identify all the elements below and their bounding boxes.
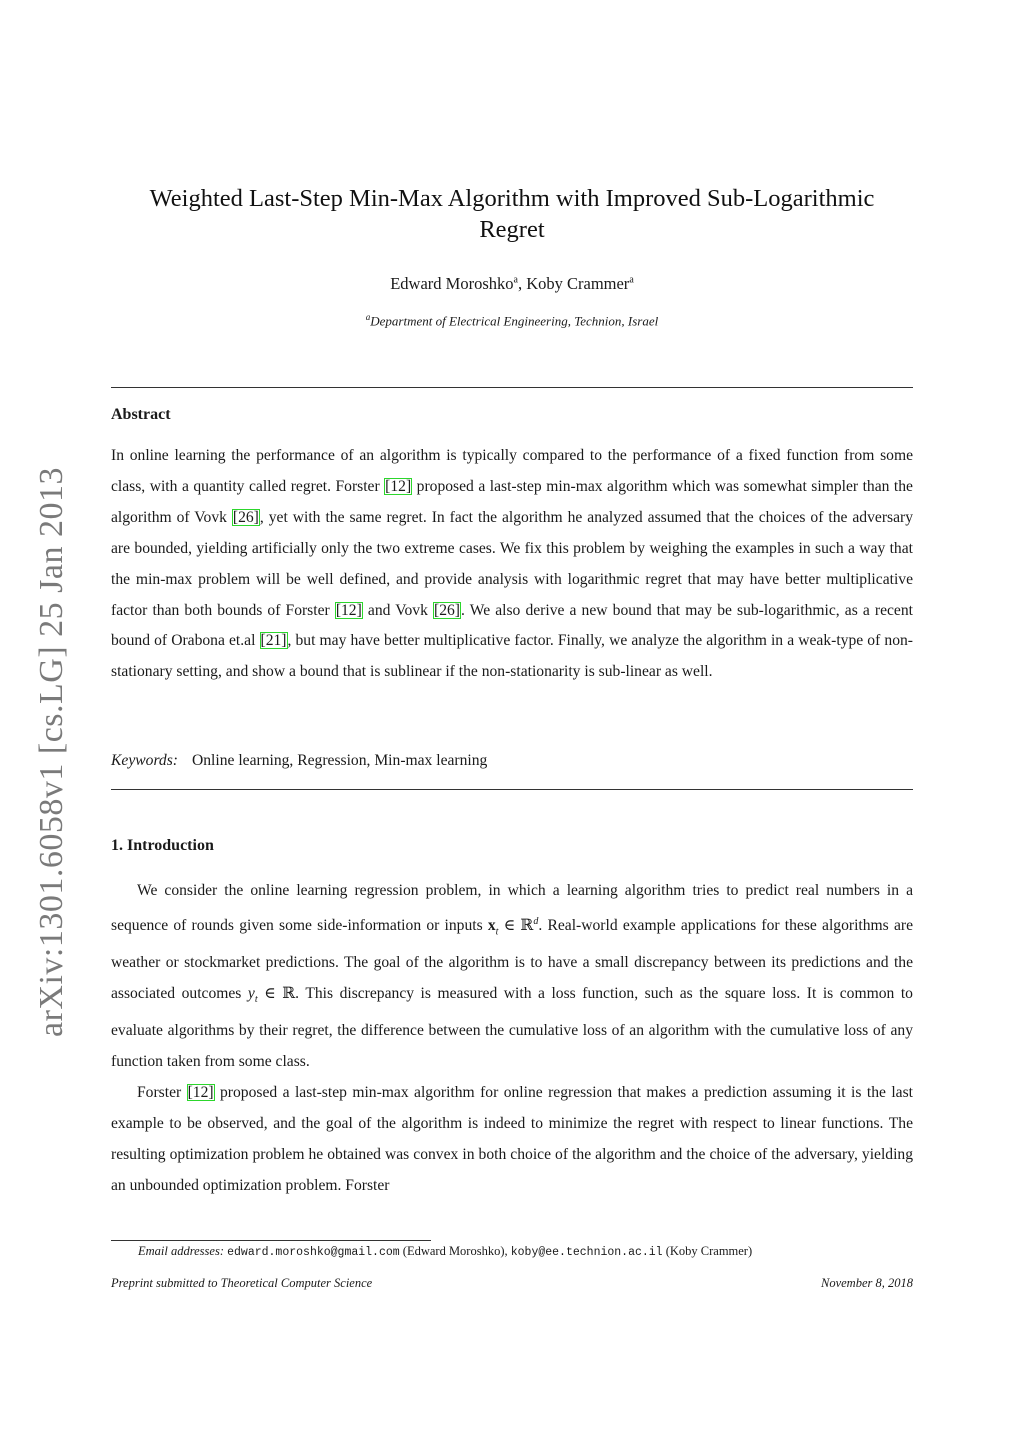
introduction-heading: 1. Introduction — [111, 837, 214, 854]
affiliation-mark: a — [365, 312, 371, 322]
affiliation-mark: a — [513, 274, 518, 286]
citation-link[interactable]: [12] — [335, 601, 362, 619]
keywords-value: Online learning, Regression, Min-max learning — [192, 752, 488, 769]
paragraph-text: proposed a last-step min-max algorithm for online regression that makes a prediction assuming it is the last example to be observed, and the goal of the algorithm is indeed to minimize the regret with respect to linear functions. The resulting optimization problem he obtained was convex in both choice of the algorithm and the choice of the adversary, yielding an unbounded optimization problem. Forster — [111, 1083, 913, 1194]
math-in-reals: ∈ ℝ — [498, 917, 534, 935]
abstract-text: , but may have better multiplicative factor. Finally, we analyze the algorithm in a weak-type of non-stationary setting, and show a bound that is sublinear if the non-stationarity is sub-linear as well. — [111, 632, 913, 681]
author-list — [112, 274, 912, 294]
abstract-text: In online learning the performance of an algorithm is typically compared to the performance of a fixed function from some class, with a quantity called regret. Forster — [111, 447, 913, 495]
math-subscript: t — [495, 926, 499, 938]
paragraph-text: . Real-world example applications for these algorithms are weather or stockmarket predictions. The goal of the algorithm is to have a small discrepancy between its predictions and the associated outcomes — [111, 917, 913, 1003]
math-y: y — [247, 985, 255, 1003]
introduction-body — [111, 876, 913, 1201]
paper-title-line-2: Regret — [479, 216, 545, 243]
math-subscript: t — [254, 994, 258, 1006]
abstract-text: proposed a last-step min-max algorithm which was somewhat simpler than the algorithm of Vovk — [111, 477, 913, 526]
citation-link[interactable]: [12] — [187, 1083, 214, 1101]
paper-title — [112, 183, 912, 245]
abstract-top-rule — [111, 387, 913, 388]
email-link[interactable]: koby@ee.technion.ac.il — [510, 1246, 663, 1259]
abstract-bottom-rule — [111, 789, 913, 790]
paragraph-text: We consider the online learning regression problem, in which a learning algorithm tries to predict real numbers in a sequence of rounds given some side-information or inputs — [111, 882, 913, 935]
footnote-name: (Koby Crammer) — [662, 1244, 753, 1258]
math-in-reals: ∈ ℝ — [257, 985, 296, 1003]
footnote-label: Email addresses: — [138, 1244, 224, 1258]
citation-link[interactable]: [26] — [434, 601, 460, 619]
footnote-rule — [111, 1240, 431, 1241]
paragraph-text: . This discrepancy is measured with a loss function, such as the square loss. It is common to evaluate algorithms by their regret, the difference between the cumulative loss of an algorithm with the cumulative loss of any function taken from some class. — [111, 985, 913, 1070]
citation-link[interactable]: [12] — [385, 477, 412, 495]
preprint-date: November 8, 2018 — [821, 1276, 913, 1290]
footnote-name: (Edward Moroshko), — [399, 1244, 511, 1258]
math-x: x — [487, 917, 496, 935]
math-superscript: d — [533, 915, 539, 927]
keywords-label: Keywords: — [111, 752, 178, 769]
abstract-body — [111, 441, 913, 688]
paragraph-text: Forster — [137, 1083, 187, 1101]
arxiv-identifier-stamp: arXiv:1301.6058v1 [cs.LG] 25 Jan 2013 — [33, 467, 70, 1037]
citation-link[interactable]: [26] — [232, 508, 259, 526]
email-link[interactable]: edward.moroshko@gmail.com — [227, 1246, 400, 1259]
affiliation — [112, 312, 912, 329]
citation-link[interactable]: [21] — [260, 632, 287, 650]
keywords — [111, 752, 487, 770]
affiliation-text: Department of Electrical Engineering, Technion, Israel — [370, 313, 659, 329]
abstract-text: . We also derive a new bound that may be sub-logarithmic, as a recent bound of Orabona et.al — [111, 601, 913, 650]
author-separator: , — [517, 274, 527, 293]
abstract-text: , yet with the same regret. In fact the algorithm he analyzed assumed that the choices of the adversary are bounded, yielding artificially only the two extreme cases. We fix this problem by weighing the examples in such a way that the min-max problem will be well defined, and provide analysis with logarithmic regret that may have better multiplicative factor than both bounds of Forster — [111, 508, 913, 619]
email-footnote — [138, 1244, 752, 1259]
affiliation-mark: a — [629, 274, 634, 286]
introduction-paragraph-1 — [111, 876, 913, 1078]
author-name: Edward Moroshko — [390, 274, 514, 293]
introduction-paragraph-2 — [111, 1078, 913, 1202]
preprint-note: Preprint submitted to Theoretical Computer Science — [111, 1276, 373, 1290]
paper-title-line-1: Weighted Last-Step Min-Max Algorithm with Improved Sub-Logarithmic — [149, 185, 875, 212]
abstract-text: and Vovk — [362, 601, 434, 619]
author-name: Koby Crammer — [526, 274, 630, 293]
abstract-heading: Abstract — [111, 406, 171, 423]
